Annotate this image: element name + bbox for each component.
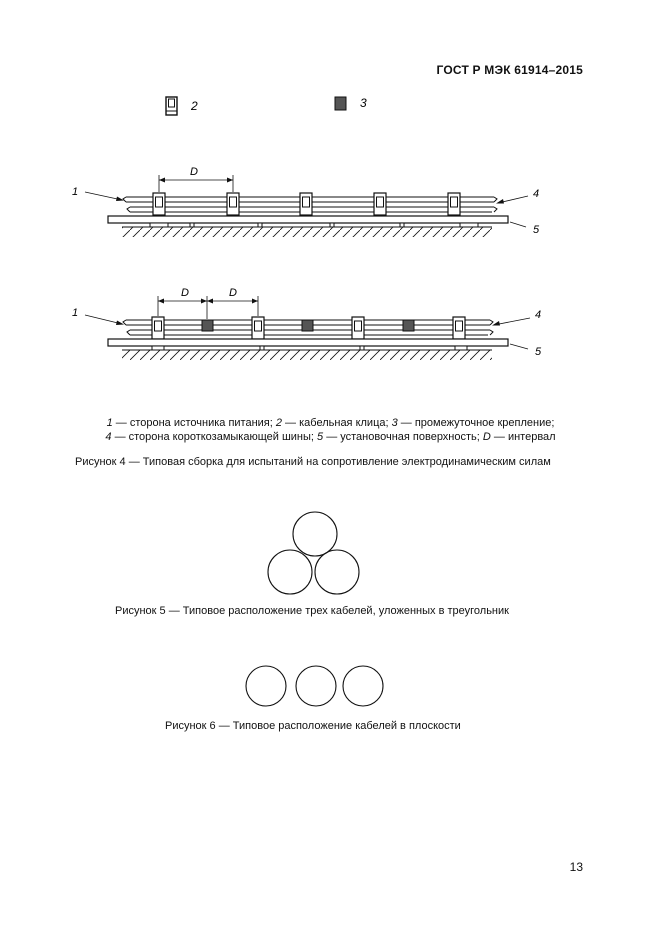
document-code: ГОСТ Р МЭК 61914–2015 <box>436 63 583 77</box>
callout-1: 1 <box>72 186 79 198</box>
legend-label-2: 2 <box>191 99 198 113</box>
figure6-caption: Рисунок 6 — Типовое расположение кабелей в плоскости <box>165 720 461 732</box>
cable-circle <box>315 550 359 594</box>
cleat <box>300 193 312 215</box>
legend-text: — кабельная клица; <box>282 417 392 429</box>
legend-text: — сторона источника питания; <box>112 417 276 429</box>
legend-text: — интервал <box>490 431 556 443</box>
intermediate-restraint <box>403 320 414 331</box>
callout-1: 1 <box>72 307 79 319</box>
cleat <box>453 317 465 339</box>
cable-circle <box>246 666 286 706</box>
figure4-legend-line1 <box>0 417 661 429</box>
ground-hatching <box>122 227 492 237</box>
cleat <box>448 193 460 215</box>
cleat <box>352 317 364 339</box>
legend-num: D <box>482 431 491 443</box>
legend-symbols <box>160 92 390 122</box>
intermediate-restraint <box>202 320 213 331</box>
dimension-d-2: D <box>229 287 237 299</box>
cleat <box>153 193 165 215</box>
mounting-surface <box>108 339 508 346</box>
cable-cleat-symbol <box>166 97 177 115</box>
figure6-flat-diagram <box>240 660 390 715</box>
legend-text: — промежуточное крепление; <box>397 417 555 429</box>
intermediate-restraint <box>302 320 313 331</box>
legend-num: 4 <box>105 431 112 443</box>
supports <box>152 346 467 350</box>
cleat <box>227 193 239 215</box>
figure4-legend-line2 <box>0 431 661 443</box>
mounting-surface <box>108 216 508 223</box>
legend-text: — установочная поверхность; <box>323 431 483 443</box>
figure4-caption: Рисунок 4 — Типовая сборка для испытаний на сопротивление электродинамическим силам <box>75 456 551 468</box>
ground-hatching <box>122 350 492 360</box>
legend-num: 2 <box>275 417 282 429</box>
figure5-trefoil-diagram <box>260 507 370 602</box>
cleat <box>152 317 164 339</box>
figure4-top-diagram <box>60 160 560 245</box>
figure4-bottom-diagram <box>60 280 560 365</box>
cable-circle <box>293 512 337 556</box>
dimension-d-1: D <box>181 287 189 299</box>
legend-num: 5 <box>317 431 324 443</box>
legend-text: — сторона короткозамыкающей шины; <box>111 431 318 443</box>
legend-label-3: 3 <box>360 96 367 110</box>
figure5-caption: Рисунок 5 — Типовое расположение трех кабелей, уложенных в треугольник <box>115 605 509 617</box>
legend-num: 1 <box>106 417 113 429</box>
cable-circle <box>268 550 312 594</box>
supports <box>150 223 478 227</box>
cleat <box>252 317 264 339</box>
cleat <box>374 193 386 215</box>
callout-5: 5 <box>533 224 540 236</box>
cable-circle <box>296 666 336 706</box>
page-number: 13 <box>569 860 583 874</box>
callout-4: 4 <box>535 309 542 321</box>
legend-num: 3 <box>391 417 398 429</box>
callout-4: 4 <box>533 188 540 200</box>
cable-circle <box>343 666 383 706</box>
dimension-d: D <box>190 166 198 178</box>
callout-5: 5 <box>535 346 542 358</box>
intermediate-restraint-symbol <box>335 97 346 110</box>
